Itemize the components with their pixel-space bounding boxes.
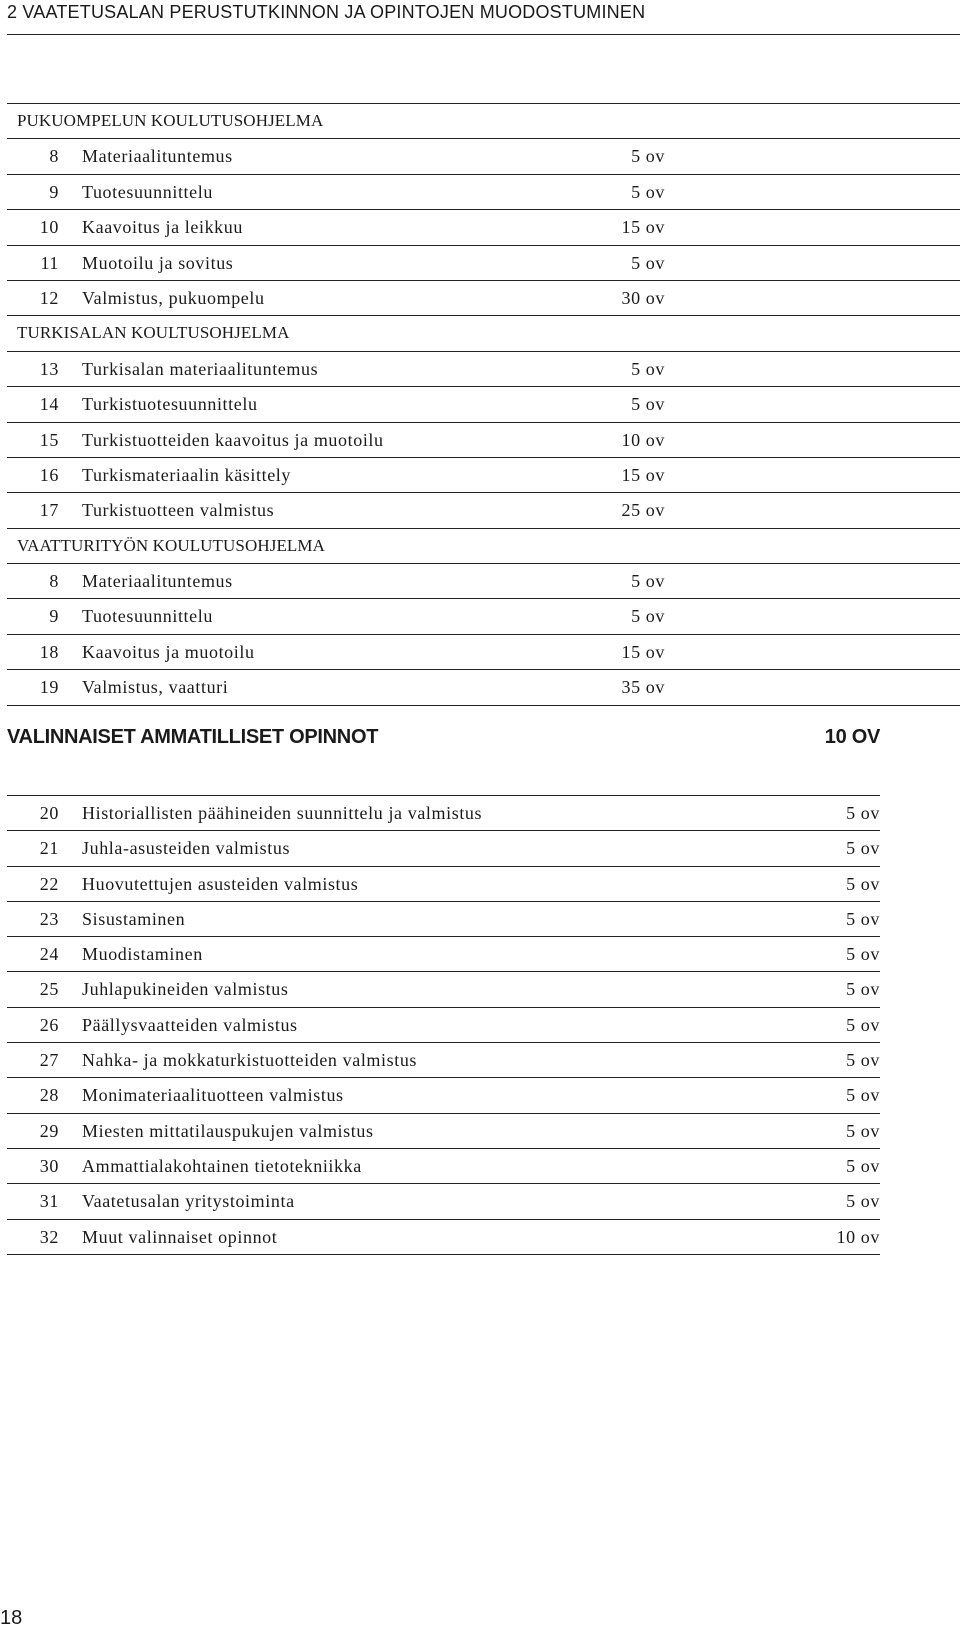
module-number: 31 <box>39 1191 59 1212</box>
module-name: Kaavoitus ja leikkuu <box>82 217 243 238</box>
optional-module-row <box>7 1184 880 1219</box>
module-number: 29 <box>39 1120 59 1141</box>
optional-module-row <box>7 1149 880 1184</box>
module-row <box>7 423 960 458</box>
module-number: 14 <box>39 394 59 415</box>
module-number: 25 <box>39 979 59 1000</box>
module-row <box>7 352 960 387</box>
module-credits: 5 ov <box>846 1120 880 1141</box>
module-credits: 5 ov <box>846 1155 880 1176</box>
module-number: 30 <box>39 1155 59 1176</box>
module-number: 17 <box>39 500 59 521</box>
module-credits: 15 ov <box>621 464 665 485</box>
module-number: 8 <box>49 146 59 167</box>
module-name: Juhlapukineiden valmistus <box>82 979 289 1000</box>
module-name: Historiallisten päähineiden suunnittelu ja valmistus <box>82 803 483 823</box>
optional-module-row <box>7 867 880 902</box>
module-row <box>7 458 960 493</box>
module-credits: 5 ov <box>846 979 880 1000</box>
optional-module-row <box>7 831 880 866</box>
module-number: 16 <box>39 464 59 485</box>
module-row <box>7 599 960 634</box>
optional-module-row <box>7 1008 880 1043</box>
module-name: Turkistuotteen valmistus <box>82 500 275 521</box>
optional-module-row <box>7 937 880 972</box>
module-row <box>7 387 960 422</box>
programme-title: VAATTURITYÖN KOULUTUSOHJELMA <box>17 535 326 555</box>
module-number: 21 <box>39 838 59 859</box>
module-credits: 10 ov <box>836 1226 880 1247</box>
programme-header-row <box>7 529 960 564</box>
module-name: Miesten mittatilauspukujen valmistus <box>82 1120 374 1141</box>
optional-studies-title: VALINNAISET AMMATILLISET OPINNOT <box>7 726 379 748</box>
module-row <box>7 246 960 281</box>
module-name: Kaavoitus ja muotoilu <box>82 641 255 662</box>
page-number: 18 <box>0 1607 23 1629</box>
module-row <box>7 139 960 174</box>
module-number: 15 <box>39 429 59 450</box>
module-name: Turkisalan materiaalituntemus <box>82 358 319 379</box>
module-credits: 5 ov <box>631 606 665 627</box>
module-name: Valmistus, vaatturi <box>82 677 229 698</box>
module-number: 28 <box>39 1085 59 1106</box>
module-name: Tuotesuunnittelu <box>82 181 213 202</box>
module-row <box>7 175 960 210</box>
module-name: Tuotesuunnittelu <box>82 606 213 627</box>
module-credits: 25 ov <box>621 500 665 521</box>
module-credits: 5 ov <box>846 1050 880 1071</box>
module-name: Muotoilu ja sovitus <box>82 252 234 273</box>
module-number: 9 <box>49 606 59 627</box>
module-name: Nahka- ja mokkaturkistuotteiden valmistus <box>82 1050 418 1071</box>
module-number: 24 <box>39 944 59 965</box>
optional-module-row <box>7 796 880 831</box>
module-name: Juhla-asusteiden valmistus <box>82 838 291 859</box>
module-number: 11 <box>40 252 59 273</box>
module-name: Materiaalituntemus <box>82 571 233 592</box>
module-number: 19 <box>39 677 59 698</box>
module-name: Turkistuotesuunnittelu <box>82 394 258 415</box>
module-name: Monimateriaalituotteen valmistus <box>82 1085 344 1106</box>
module-credits: 5 ov <box>846 944 880 965</box>
module-credits: 5 ov <box>631 252 665 273</box>
module-number: 26 <box>39 1014 59 1035</box>
optional-module-row <box>7 1114 880 1149</box>
module-credits: 30 ov <box>621 287 665 308</box>
module-row <box>7 564 960 599</box>
module-number: 27 <box>39 1050 59 1071</box>
module-credits: 5 ov <box>846 1191 880 1212</box>
module-number: 13 <box>39 358 59 379</box>
module-credits: 5 ov <box>846 803 880 823</box>
optional-modules-table <box>7 795 880 1255</box>
programmes-table <box>7 103 960 706</box>
optional-module-row <box>7 1220 880 1255</box>
module-row <box>7 670 960 705</box>
module-number: 20 <box>39 803 59 823</box>
module-name: Päällysvaatteiden valmistus <box>82 1014 298 1035</box>
optional-module-row <box>7 902 880 937</box>
module-credits: 5 ov <box>846 873 880 894</box>
module-name: Muut valinnaiset opinnot <box>82 1226 278 1247</box>
module-number: 10 <box>39 217 59 238</box>
module-credits: 5 ov <box>631 358 665 379</box>
module-row <box>7 281 960 316</box>
programme-title: TURKISALAN KOULTUSOHJELMA <box>17 323 290 343</box>
module-credits: 5 ov <box>631 181 665 202</box>
module-credits: 5 ov <box>631 571 665 592</box>
optional-studies-credits: 10 OV <box>824 726 880 748</box>
module-number: 12 <box>39 287 59 308</box>
optional-module-row <box>7 1043 880 1078</box>
module-number: 32 <box>39 1226 59 1247</box>
module-name: Valmistus, pukuompelu <box>82 287 265 308</box>
module-name: Vaatetusalan yritystoiminta <box>82 1191 295 1212</box>
module-credits: 5 ov <box>631 146 665 167</box>
module-credits: 5 ov <box>846 1085 880 1106</box>
module-credits: 5 ov <box>631 394 665 415</box>
module-number: 8 <box>49 571 59 592</box>
module-credits: 5 ov <box>846 838 880 859</box>
module-row <box>7 493 960 528</box>
module-name: Muodistaminen <box>82 944 203 965</box>
module-name: Materiaalituntemus <box>82 146 233 167</box>
module-row <box>7 210 960 245</box>
module-credits: 35 ov <box>621 677 665 698</box>
running-head: 2 VAATETUSALAN PERUSTUTKINNON JA OPINTOJEN MUODOSTUMINEN <box>7 0 960 35</box>
module-credits: 15 ov <box>621 641 665 662</box>
programme-title: PUKUOMPELUN KOULUTUSOHJELMA <box>17 111 324 130</box>
module-credits: 5 ov <box>846 1014 880 1035</box>
module-number: 23 <box>39 908 59 929</box>
module-number: 9 <box>49 181 59 202</box>
module-name: Turkismateriaalin käsittely <box>82 464 292 485</box>
module-number: 22 <box>39 873 59 894</box>
optional-module-row <box>7 1078 880 1113</box>
module-number: 18 <box>39 641 59 662</box>
module-credits: 5 ov <box>846 908 880 929</box>
module-credits: 15 ov <box>621 217 665 238</box>
optional-module-row <box>7 972 880 1007</box>
module-name: Ammattialakohtainen tietotekniikka <box>82 1155 362 1176</box>
module-credits: 10 ov <box>621 429 665 450</box>
programme-header-row <box>7 104 960 139</box>
module-name: Turkistuotteiden kaavoitus ja muotoilu <box>82 429 384 450</box>
module-name: Sisustaminen <box>82 908 186 929</box>
module-name: Huovutettujen asusteiden valmistus <box>82 873 359 894</box>
module-row <box>7 635 960 670</box>
programme-header-row <box>7 316 960 351</box>
